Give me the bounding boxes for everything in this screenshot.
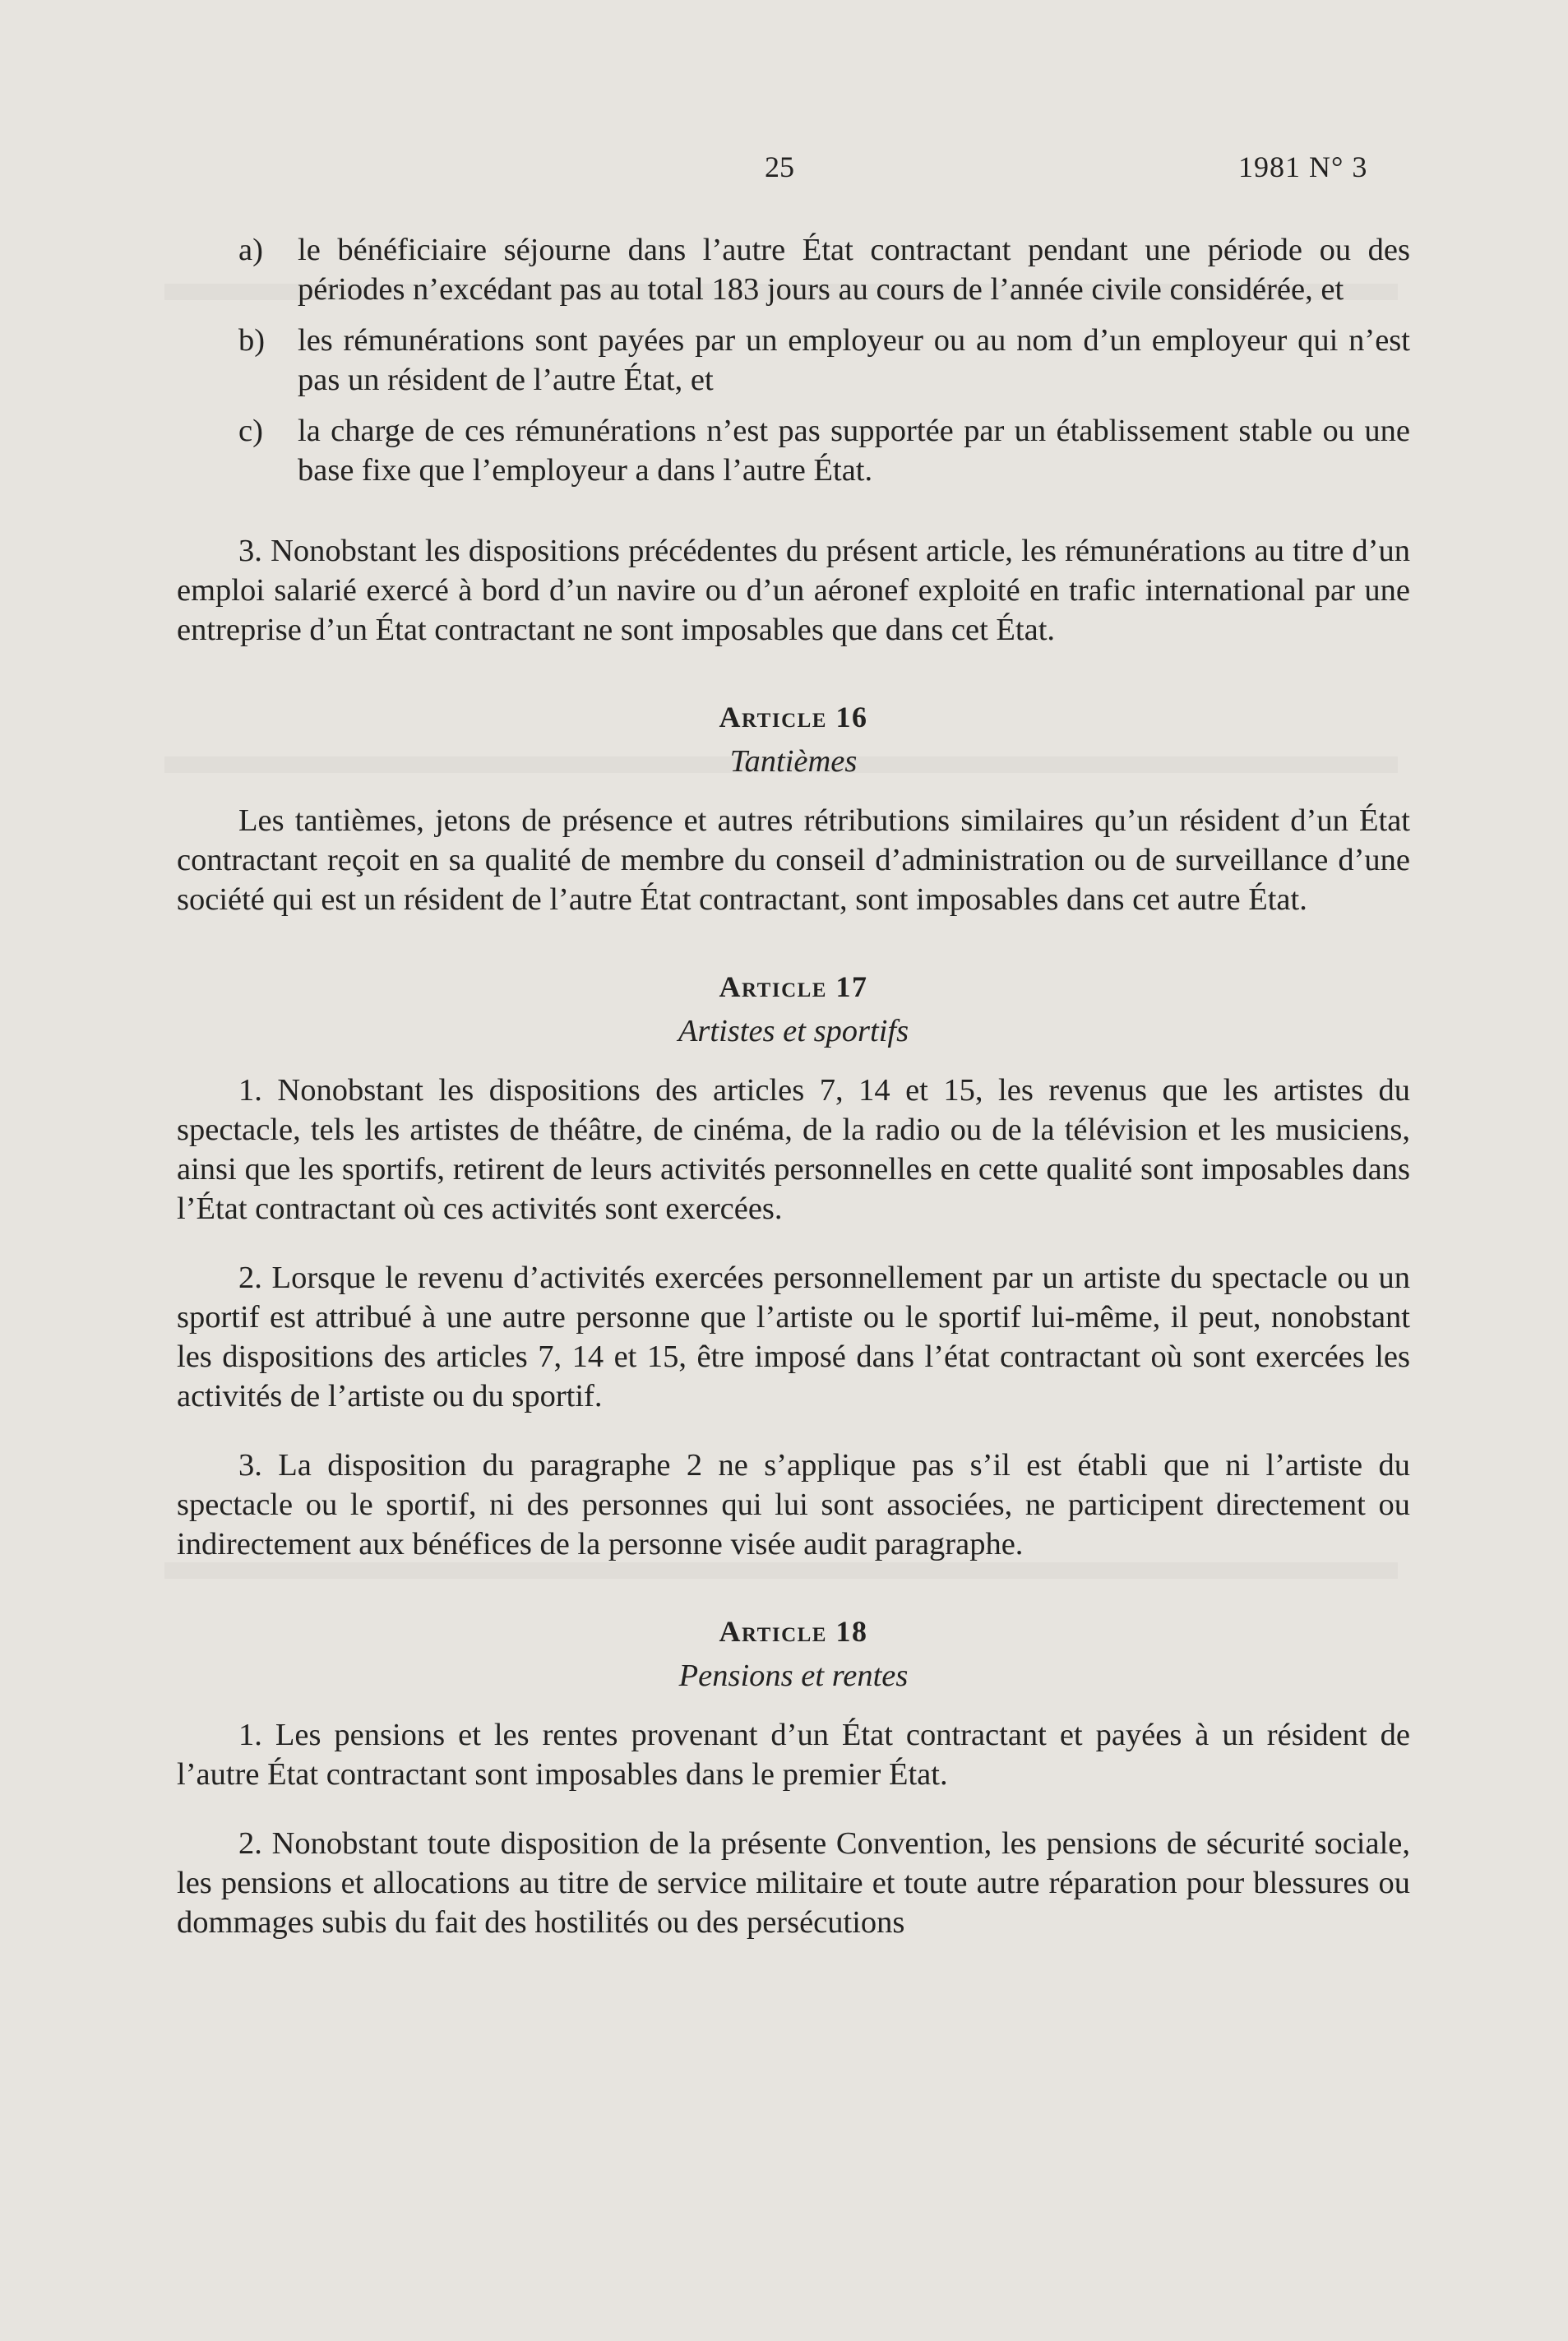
paragraph: 2. Lorsque le revenu d’activités exercées personnellement par un artiste du spectacle ou un sportif est attribué à une autre personne que l’artiste ou le sportif lui-même, il peut, nonobstant les dispositions des articles 7, 14 et 15, être imposé dans l’état contractant où sont exercées les activités de l’artiste ou du sportif. xyxy=(177,1261,1410,1413)
list-item xyxy=(177,411,1410,490)
paragraph: Les tantièmes, jetons de présence et autres rétributions similaires qu’un résident d’un État contractant reçoit en sa qualité de membre du conseil d’administration ou de surveillance d’une société qui est un résident de l’autre État contractant, sont imposables dans cet autre État. xyxy=(177,803,1410,917)
article-heading: Article 18 xyxy=(719,1615,868,1648)
paragraph: 3. La disposition du paragraphe 2 ne s’applique pas s’il est établi que ni l’artiste du spectacle ou le sportif, ni des personnes qui lui sont associées, ne participent directement ou indirectement aux bénéfices de la personne visée audit paragraphe. xyxy=(177,1448,1410,1561)
article-title: Pensions et rentes xyxy=(678,1659,909,1693)
item-text: la charge de ces rémunérations n’est pas supportée par un établissement stable ou une base fixe que l’employeur a dans l’autre État. xyxy=(298,414,1410,488)
item-label: b) xyxy=(238,323,266,358)
item-label: a) xyxy=(238,233,263,267)
document-body xyxy=(177,230,1410,1942)
page-header xyxy=(0,150,1568,191)
paragraph: 1. Les pensions et les rentes provenant d’un État contractant et payées à un résident de l’autre État contractant sont imposables dans le premier État. xyxy=(177,1718,1410,1792)
page-number: 25 xyxy=(765,150,794,183)
article-heading: Article 16 xyxy=(719,701,868,733)
article-heading: Article 17 xyxy=(719,970,868,1003)
item-label: c) xyxy=(238,414,263,448)
document-reference: 1981 N° 3 xyxy=(1238,150,1368,183)
paragraph: 1. Nonobstant les dispositions des articles 7, 14 et 15, les revenus que les artistes du spectacle, tels les artistes de théâtre, de cinéma, de la radio ou de la télévision et les musiciens, ainsi que les sportifs, retirent de leurs activités personnelles en cette qualité sont imposables dans l’État contractant où ces activités sont exercées. xyxy=(177,1073,1410,1226)
paragraph: 2. Nonobstant toute disposition de la présente Convention, les pensions de sécurité sociale, les pensions et allocations au titre de service militaire et toute autre réparation pour blessures ou dommages subis du fait des hostilités ou des persécutions xyxy=(177,1826,1410,1940)
article-title: Tantièmes xyxy=(729,744,858,779)
paragraph: 3. Nonobstant les dispositions précédentes du présent article, les rémunérations au titre d’un emploi salarié exercé à bord d’un navire ou d’un aéronef exploité en trafic international par une entreprise d’un État contractant ne sont imposables que dans cet État. xyxy=(177,534,1410,647)
article-title: Artistes et sportifs xyxy=(678,1014,909,1048)
item-text: le bénéficiaire séjourne dans l’autre État contractant pendant une période ou des périodes n’excédant pas au total 183 jours au cours de l’année civile considérée, et xyxy=(298,233,1410,307)
list-item xyxy=(177,230,1410,309)
list-item xyxy=(177,321,1410,400)
item-text: les rémunérations sont payées par un employeur ou au nom d’un employeur qui n’est pas un résident de l’autre État, et xyxy=(298,323,1410,397)
